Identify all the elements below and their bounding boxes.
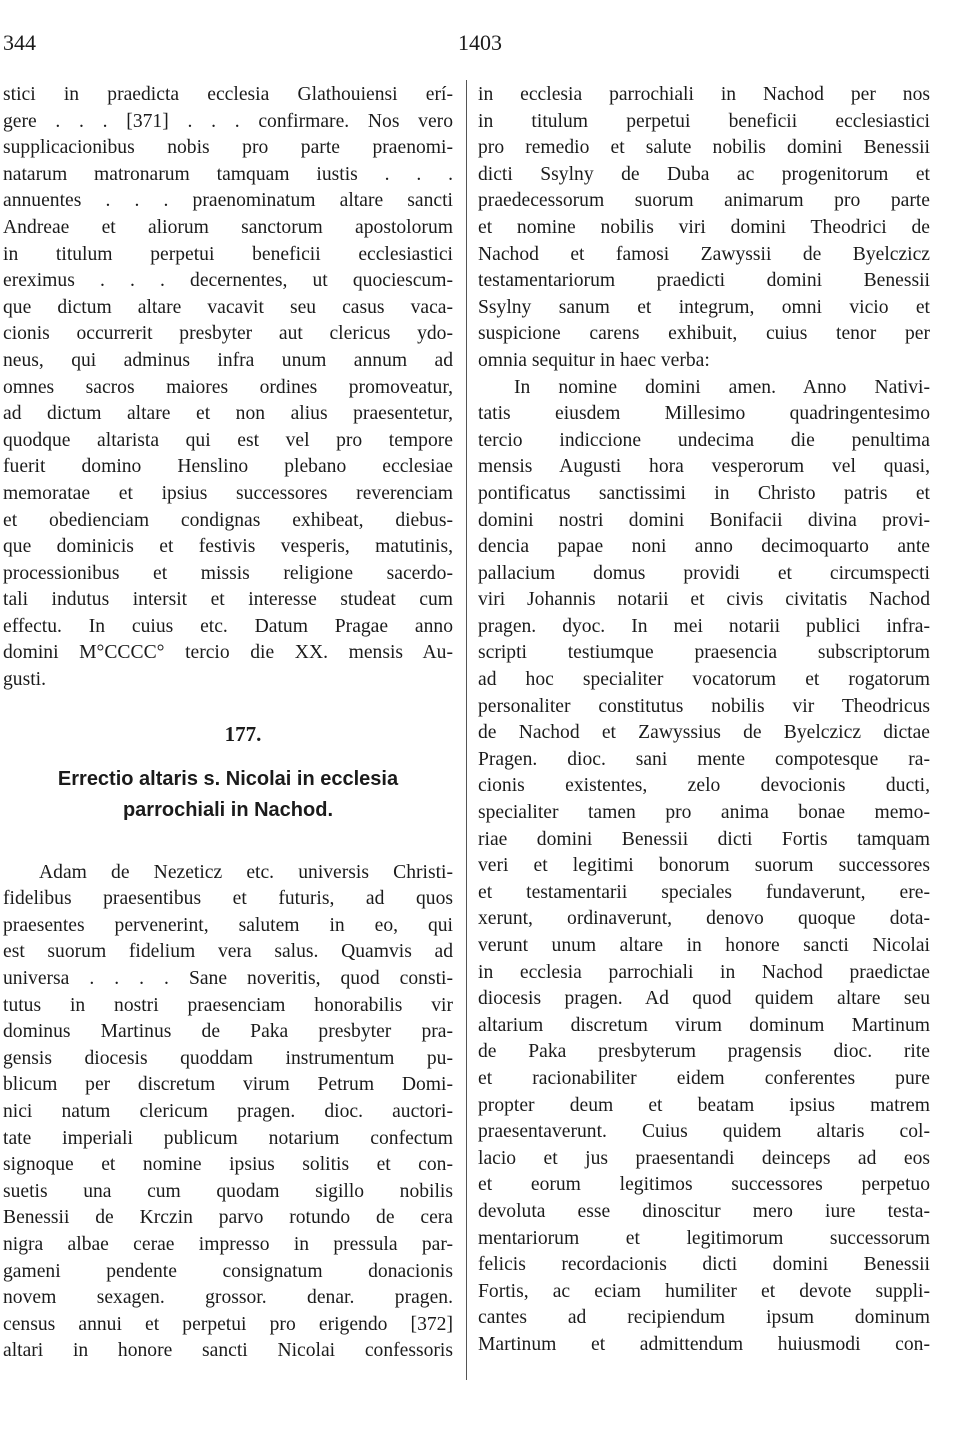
- text-line: stici in praedicta ecclesia Glathouiensi erí-: [3, 84, 453, 105]
- text-line: signoque et nomine ipsius solitis et con-: [3, 1154, 453, 1176]
- text-line: de Nachod et Zawyssius de Byelczicz dictae: [478, 722, 930, 744]
- text-line: neus, qui adminus infra unum annum ad: [3, 349, 453, 371]
- text-line: Pragen. dioc. sani mente compotesque ra-: [478, 748, 930, 770]
- text-line: praesentaverunt. Cuius quidem altaris col-: [478, 1121, 930, 1143]
- text-line: blicum per discretum virum Petrum Domi-: [3, 1074, 453, 1096]
- text-line: et eorum legitimos successores perpetuo: [478, 1174, 930, 1196]
- text-line: devoluta esse dinoscitur mero iure testa-: [478, 1200, 930, 1222]
- text-line: dominus Martinus de Paka presbyter pra-: [3, 1021, 453, 1043]
- text-line: suspicione carens exhibuit, cuius tenor per: [478, 323, 930, 345]
- text-line: de Paka presbyterum pragensis dioc. rite: [478, 1041, 930, 1063]
- text-line: omnia sequitur in haec verba:: [478, 349, 710, 371]
- text-line: in ecclesia parrochiali in Nachod praedictae: [478, 961, 930, 983]
- text-line: viri Johannis notarii et civis civitatis Nachod: [478, 589, 930, 611]
- text-line: Adam de Nezeticz etc. universis Christi-: [39, 861, 453, 883]
- text-line: tutus in nostri praesenciam honorabilis vir: [3, 994, 453, 1016]
- text-line: in titulum perpetui beneficii ecclesiastici: [3, 243, 453, 265]
- text-line: que dictum altare vacavit seu casus vaca-: [3, 296, 453, 318]
- text-line: tali indutus intersit et interesse studeat cum: [3, 589, 453, 611]
- text-line: Ssylny sanum et integrum, omni vicio et: [478, 296, 930, 318]
- text-line: altari in honore sancti Nicolai confessoris: [3, 1340, 453, 1362]
- text-line: memoratae et ipsius successores reverenciam: [3, 482, 453, 504]
- text-line: praedecessorum suorum animarum pro parte: [478, 190, 930, 212]
- text-line: quodque altarista qui est vel pro tempore: [3, 429, 453, 451]
- column-rule: [466, 80, 467, 1380]
- text-line: cionis occurrerit presbyter aut clericus ydo-: [3, 323, 453, 345]
- document-heading-line: parrochiali in Nachod.: [122, 798, 334, 821]
- text-line: dencia papae noni anno decimoquarto ante: [478, 536, 930, 558]
- left-text-before-heading: [3, 82, 453, 694]
- text-line: praesentes pervenerint, salutem in eo, qui: [3, 914, 453, 936]
- text-line: pontificatus sanctissimi in Christo patris et: [478, 482, 930, 504]
- text-line: In nomine domini amen. Anno Nativi-: [514, 376, 930, 398]
- text-line: pro remedio et salute nobilis domini Benessii: [478, 137, 930, 159]
- right-column: [478, 82, 930, 1359]
- text-line: et racionabiliter eidem conferentes pure: [478, 1067, 930, 1089]
- text-line: in ecclesia parrochiali in Nachod per nos: [478, 84, 930, 105]
- document-heading-line: Errectio altaris s. Nicolai in ecclesia: [57, 767, 399, 790]
- text-line: felicis recordacionis dicti domini Benessii: [478, 1254, 930, 1276]
- text-line: Martinum et admittendum huiusmodi con-: [478, 1333, 930, 1355]
- text-line: universa . . . . Sane noveritis, quod consti-: [3, 968, 453, 990]
- text-line: et nomine nobilis viri domini Theodrici de: [478, 216, 930, 238]
- text-line: novem sexagen. grossor. denar. pragen.: [3, 1287, 453, 1309]
- text-line: tate imperiali publicum notarium confectum: [3, 1127, 453, 1149]
- text-line: fuerit domino Henslino plebano ecclesiae: [3, 456, 453, 478]
- text-line: fidelibus praesentibus et futuris, ad quos: [3, 888, 453, 910]
- text-line: dicti Ssylny de Duba ac progenitorum et: [478, 163, 930, 185]
- text-line: natarum matronarum tamquam iustis . . .: [3, 163, 453, 185]
- text-line: et testamentarii speciales fundaverunt, ere-: [478, 881, 930, 903]
- text-line: supplicacionibus nobis pro parte praenomi-: [3, 137, 453, 159]
- text-line: annuentes . . . praenominatum altare sancti: [3, 190, 453, 212]
- text-line: cionis existentes, zelo devocionis ducti,: [478, 775, 930, 797]
- text-line: mensis Augusti hora vesperorum vel quasi,: [478, 456, 930, 478]
- text-line: census annui et perpetui pro erigendo [372]: [3, 1313, 453, 1335]
- text-line: scripti testiumque praesencia subscriptorum: [478, 642, 930, 664]
- text-line: domini M°CCCC° tercio die XX. mensis Au-: [3, 642, 453, 664]
- document-number: 177.: [224, 721, 262, 746]
- text-line: riae domini Benessii dicti Fortis tamquam: [478, 828, 930, 850]
- left-column: [3, 82, 453, 1365]
- text-line: ad hoc specialiter vocatorum et rogatorum: [478, 669, 930, 691]
- text-line: gensis diocesis quoddam instrumentum pu-: [3, 1047, 453, 1069]
- text-line: suetis una cum quodam sigillo nobilis: [3, 1180, 453, 1202]
- running-head: 1403: [458, 30, 502, 55]
- text-line: est suorum fidelium vera salus. Quamvis ad: [3, 941, 453, 963]
- text-line: diocesis pragen. Ad quod quidem altare seu: [478, 988, 930, 1010]
- text-line: que dominicis et festivis vesperis, matutinis,: [3, 536, 453, 558]
- text-line: tercio indiccione undecima die penultima: [478, 429, 930, 451]
- text-line: pallacium domus providi et circumspecti: [478, 562, 930, 584]
- text-line: omnes sacros maiores ordines promoveatur,: [3, 376, 453, 398]
- page-number: 344: [3, 30, 36, 55]
- text-line: mentariorum et legitimorum successorum: [478, 1227, 930, 1249]
- text-line: xerunt, ordinaverunt, denovo quoque dota-: [478, 908, 930, 930]
- text-line: specialiter tamen pro anima bonae memo-: [478, 802, 930, 824]
- text-line: personaliter constitutus nobilis vir Theodricus: [478, 695, 930, 717]
- left-text-after-heading: [3, 860, 453, 1365]
- text-line: et obedienciam condignas exhibeat, diebus-: [3, 509, 453, 531]
- text-line: propter deum et beatam ipsius matrem: [478, 1094, 930, 1116]
- text-line: Fortis, ac eciam humiliter et devote suppli-: [478, 1280, 930, 1302]
- document-heading: [3, 764, 453, 826]
- text-line: nigra albae cerae impresso in pressula par-: [3, 1233, 453, 1255]
- text-line: domini nostri domini Bonifacii divina provi-: [478, 509, 930, 531]
- text-line: ad dictum altare et non alius praesentetur,: [3, 403, 453, 425]
- text-line: in titulum perpetui beneficii ecclesiastici: [478, 110, 930, 132]
- text-line: lacio et jus praesentandi deinceps ad eos: [478, 1147, 930, 1169]
- text-line: pragen. dyoc. In mei notarii publici infra-: [478, 615, 930, 637]
- text-line: effectu. In cuius etc. Datum Pragae anno: [3, 615, 453, 637]
- text-line: tatis eiusdem Millesimo quadringentesimo: [478, 403, 930, 425]
- text-line: gameni pendente consignatum donacionis: [3, 1260, 453, 1282]
- text-line: Andreae et aliorum sanctorum apostolorum: [3, 216, 453, 238]
- text-line: processionibus et missis religione sacerdo-: [3, 562, 453, 584]
- text-line: ereximus . . . decernentes, ut quociescum-: [3, 270, 453, 292]
- text-line: veri et legitimi bonorum suorum successores: [478, 855, 930, 877]
- text-line: testamentariorum praedicti domini Benessii: [478, 270, 930, 292]
- text-line: altarium discretum virum dominum Martinum: [478, 1014, 930, 1036]
- text-line: Benessii de Krczin parvo rotundo de cera: [3, 1207, 453, 1229]
- text-line: verunt unum altare in honore sancti Nicolai: [478, 935, 930, 956]
- text-line: gusti.: [3, 669, 47, 691]
- text-line: nici natum clericum pragen. dioc. auctori-: [3, 1101, 453, 1122]
- text-line: gere . . . [371] . . . confirmare. Nos vero: [3, 110, 453, 132]
- text-line: cantes ad recipiendum ipsum dominum: [478, 1307, 930, 1329]
- text-line: Nachod et famosi Zawyssii de Byelczicz: [478, 243, 930, 265]
